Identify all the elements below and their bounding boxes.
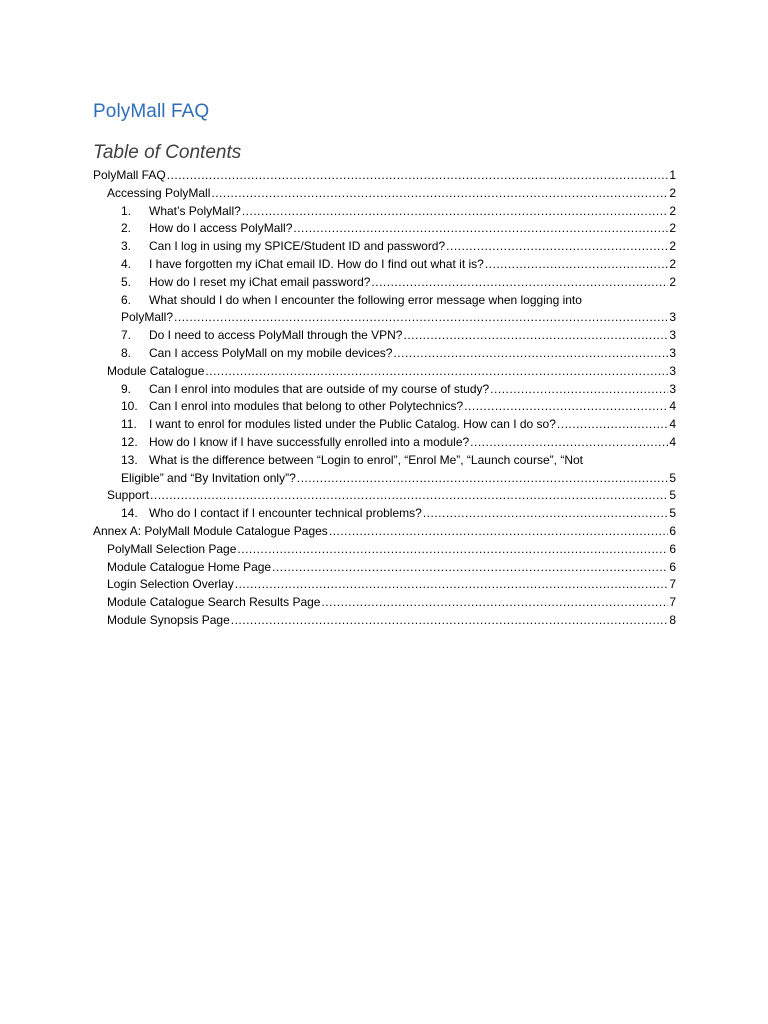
toc-entry-text: Support bbox=[107, 488, 150, 503]
toc-entry-continuation[interactable] bbox=[93, 309, 676, 327]
toc-entry[interactable] bbox=[93, 203, 676, 221]
toc-entry-text: How do I access PolyMall? bbox=[149, 221, 293, 236]
toc-leader-dots bbox=[167, 167, 669, 185]
toc-leader-dots bbox=[485, 256, 668, 274]
toc-entry-number: 2. bbox=[121, 221, 132, 236]
toc-page-number: 2 bbox=[669, 203, 676, 218]
toc-entry-text: I have forgotten my iChat email ID. How do I find out what it is? bbox=[149, 256, 484, 271]
toc-entry-text: Accessing PolyMall bbox=[107, 185, 211, 200]
toc-page-number: 4 bbox=[669, 399, 676, 414]
toc-leader-dots bbox=[297, 470, 669, 488]
toc-entry[interactable] bbox=[93, 327, 676, 345]
toc-entry[interactable] bbox=[93, 256, 676, 274]
toc-page-number: 8 bbox=[669, 612, 676, 627]
toc-entry-text: What’s PolyMall? bbox=[149, 203, 241, 218]
toc-entry[interactable] bbox=[93, 452, 676, 470]
toc-entry[interactable] bbox=[93, 594, 676, 612]
toc-leader-dots bbox=[557, 416, 668, 434]
toc-page-number: 6 bbox=[669, 541, 676, 556]
toc-page-number: 4 bbox=[669, 434, 676, 449]
toc-entry-number: 5. bbox=[121, 274, 132, 289]
toc-page-number: 4 bbox=[669, 417, 676, 432]
document-title: PolyMall FAQ bbox=[93, 101, 210, 122]
toc-leader-dots bbox=[446, 238, 668, 256]
toc-entry-text: Eligible” and “By Invitation only”? bbox=[121, 470, 296, 485]
toc-page-number: 7 bbox=[669, 595, 676, 610]
toc-entry-text: What should I do when I encounter the following error message when logging into bbox=[149, 292, 582, 307]
toc-leader-dots bbox=[235, 576, 669, 594]
table-of-contents bbox=[93, 167, 676, 630]
toc-page-number: 7 bbox=[669, 577, 676, 592]
toc-entry[interactable] bbox=[93, 220, 676, 238]
toc-entry-number: 4. bbox=[121, 256, 132, 271]
toc-leader-dots bbox=[470, 434, 668, 452]
toc-page-number: 3 bbox=[669, 381, 676, 396]
toc-entry-number: 6. bbox=[121, 292, 132, 307]
toc-page-number: 3 bbox=[669, 310, 676, 325]
toc-leader-dots bbox=[490, 381, 668, 399]
toc-leader-dots bbox=[211, 185, 668, 203]
toc-leader-dots bbox=[423, 505, 669, 523]
toc-entry[interactable] bbox=[93, 398, 676, 416]
toc-leader-dots bbox=[393, 345, 668, 363]
toc-leader-dots bbox=[371, 274, 668, 292]
toc-entry[interactable] bbox=[93, 523, 676, 541]
toc-leader-dots bbox=[174, 309, 668, 327]
toc-entry[interactable] bbox=[93, 167, 676, 185]
toc-page-number: 2 bbox=[669, 256, 676, 271]
toc-entry-text: Module Catalogue bbox=[107, 363, 205, 378]
toc-entry-number: 13. bbox=[121, 452, 138, 467]
toc-entry-text: Module Catalogue Search Results Page bbox=[107, 595, 321, 610]
toc-entry-text: Login Selection Overlay bbox=[107, 577, 234, 592]
toc-page-number: 2 bbox=[669, 185, 676, 200]
toc-entry[interactable] bbox=[93, 238, 676, 256]
toc-entry-text: PolyMall FAQ bbox=[93, 168, 166, 182]
toc-entry-text: PolyMall? bbox=[121, 310, 174, 325]
toc-entry-text: Who do I contact if I encounter technical problems? bbox=[149, 506, 422, 521]
toc-entry-number: 1. bbox=[121, 203, 132, 218]
toc-page-number: 6 bbox=[669, 559, 676, 574]
toc-page-number: 2 bbox=[669, 239, 676, 254]
toc-entry-number: 3. bbox=[121, 239, 132, 254]
toc-leader-dots bbox=[329, 523, 669, 541]
toc-entry-text: What is the difference between “Login to enrol”, “Enrol Me”, “Launch course”, “Not bbox=[149, 452, 583, 467]
toc-leader-dots bbox=[293, 220, 668, 238]
toc-entry-text: Can I enrol into modules that are outside of my course of study? bbox=[149, 381, 490, 396]
toc-page-number: 2 bbox=[669, 274, 676, 289]
toc-entry-text: Can I enrol into modules that belong to other Polytechnics? bbox=[149, 399, 464, 414]
toc-entry[interactable] bbox=[93, 274, 676, 292]
toc-entry-text: How do I know if I have successfully enrolled into a module? bbox=[149, 434, 470, 449]
toc-entry[interactable] bbox=[93, 434, 676, 452]
toc-page-number: 3 bbox=[669, 328, 676, 343]
toc-entry[interactable] bbox=[93, 185, 676, 203]
toc-entry-text: I want to enrol for modules listed under the Public Catalog. How can I do so? bbox=[149, 417, 556, 432]
toc-entry-continuation[interactable] bbox=[93, 470, 676, 488]
toc-page-number: 5 bbox=[669, 506, 676, 521]
toc-entry[interactable] bbox=[93, 559, 676, 577]
toc-heading: Table of Contents bbox=[93, 142, 242, 163]
toc-entry-text: Module Catalogue Home Page bbox=[107, 559, 272, 574]
toc-entry[interactable] bbox=[93, 487, 676, 505]
toc-leader-dots bbox=[321, 594, 668, 612]
toc-page-number: 5 bbox=[669, 488, 676, 503]
toc-page-number: 2 bbox=[669, 221, 676, 236]
toc-entry[interactable] bbox=[93, 505, 676, 523]
toc-page-number: 1 bbox=[669, 168, 676, 182]
toc-entry[interactable] bbox=[93, 381, 676, 399]
toc-entry-text: Module Synopsis Page bbox=[107, 612, 230, 627]
toc-entry-text: Annex A: PolyMall Module Catalogue Pages bbox=[93, 523, 328, 538]
toc-entry-number: 8. bbox=[121, 345, 132, 360]
toc-page-number: 5 bbox=[669, 470, 676, 485]
toc-leader-dots bbox=[231, 612, 669, 630]
toc-entry[interactable] bbox=[93, 416, 676, 434]
toc-entry-number: 11. bbox=[121, 417, 137, 432]
toc-leader-dots bbox=[150, 487, 668, 505]
toc-entry-number: 14. bbox=[121, 506, 138, 521]
toc-leader-dots bbox=[205, 363, 668, 381]
toc-entry[interactable] bbox=[93, 541, 676, 559]
toc-page-number: 3 bbox=[669, 345, 676, 360]
toc-entry[interactable] bbox=[93, 363, 676, 381]
toc-leader-dots bbox=[464, 398, 668, 416]
toc-entry[interactable] bbox=[93, 576, 676, 594]
toc-entry-number: 10. bbox=[121, 399, 138, 414]
toc-entry[interactable] bbox=[93, 612, 676, 630]
toc-entry-number: 7. bbox=[121, 328, 132, 343]
toc-entry-text: PolyMall Selection Page bbox=[107, 541, 237, 556]
toc-leader-dots bbox=[242, 203, 669, 221]
toc-page-number: 3 bbox=[669, 363, 676, 378]
toc-entry[interactable] bbox=[93, 292, 676, 310]
toc-entry-text: Can I access PolyMall on my mobile devices? bbox=[149, 345, 393, 360]
toc-leader-dots bbox=[237, 541, 668, 559]
toc-entry[interactable] bbox=[93, 345, 676, 363]
toc-entry-text: How do I reset my iChat email password? bbox=[149, 274, 371, 289]
toc-entry-number: 9. bbox=[121, 381, 132, 396]
toc-leader-dots bbox=[403, 327, 668, 345]
toc-entry-text: Do I need to access PolyMall through the VPN? bbox=[149, 328, 403, 343]
toc-entry-number: 12. bbox=[121, 434, 138, 449]
toc-leader-dots bbox=[272, 559, 668, 577]
toc-page-number: 6 bbox=[669, 523, 676, 538]
toc-entry-text: Can I log in using my SPICE/Student ID and password? bbox=[149, 239, 446, 254]
